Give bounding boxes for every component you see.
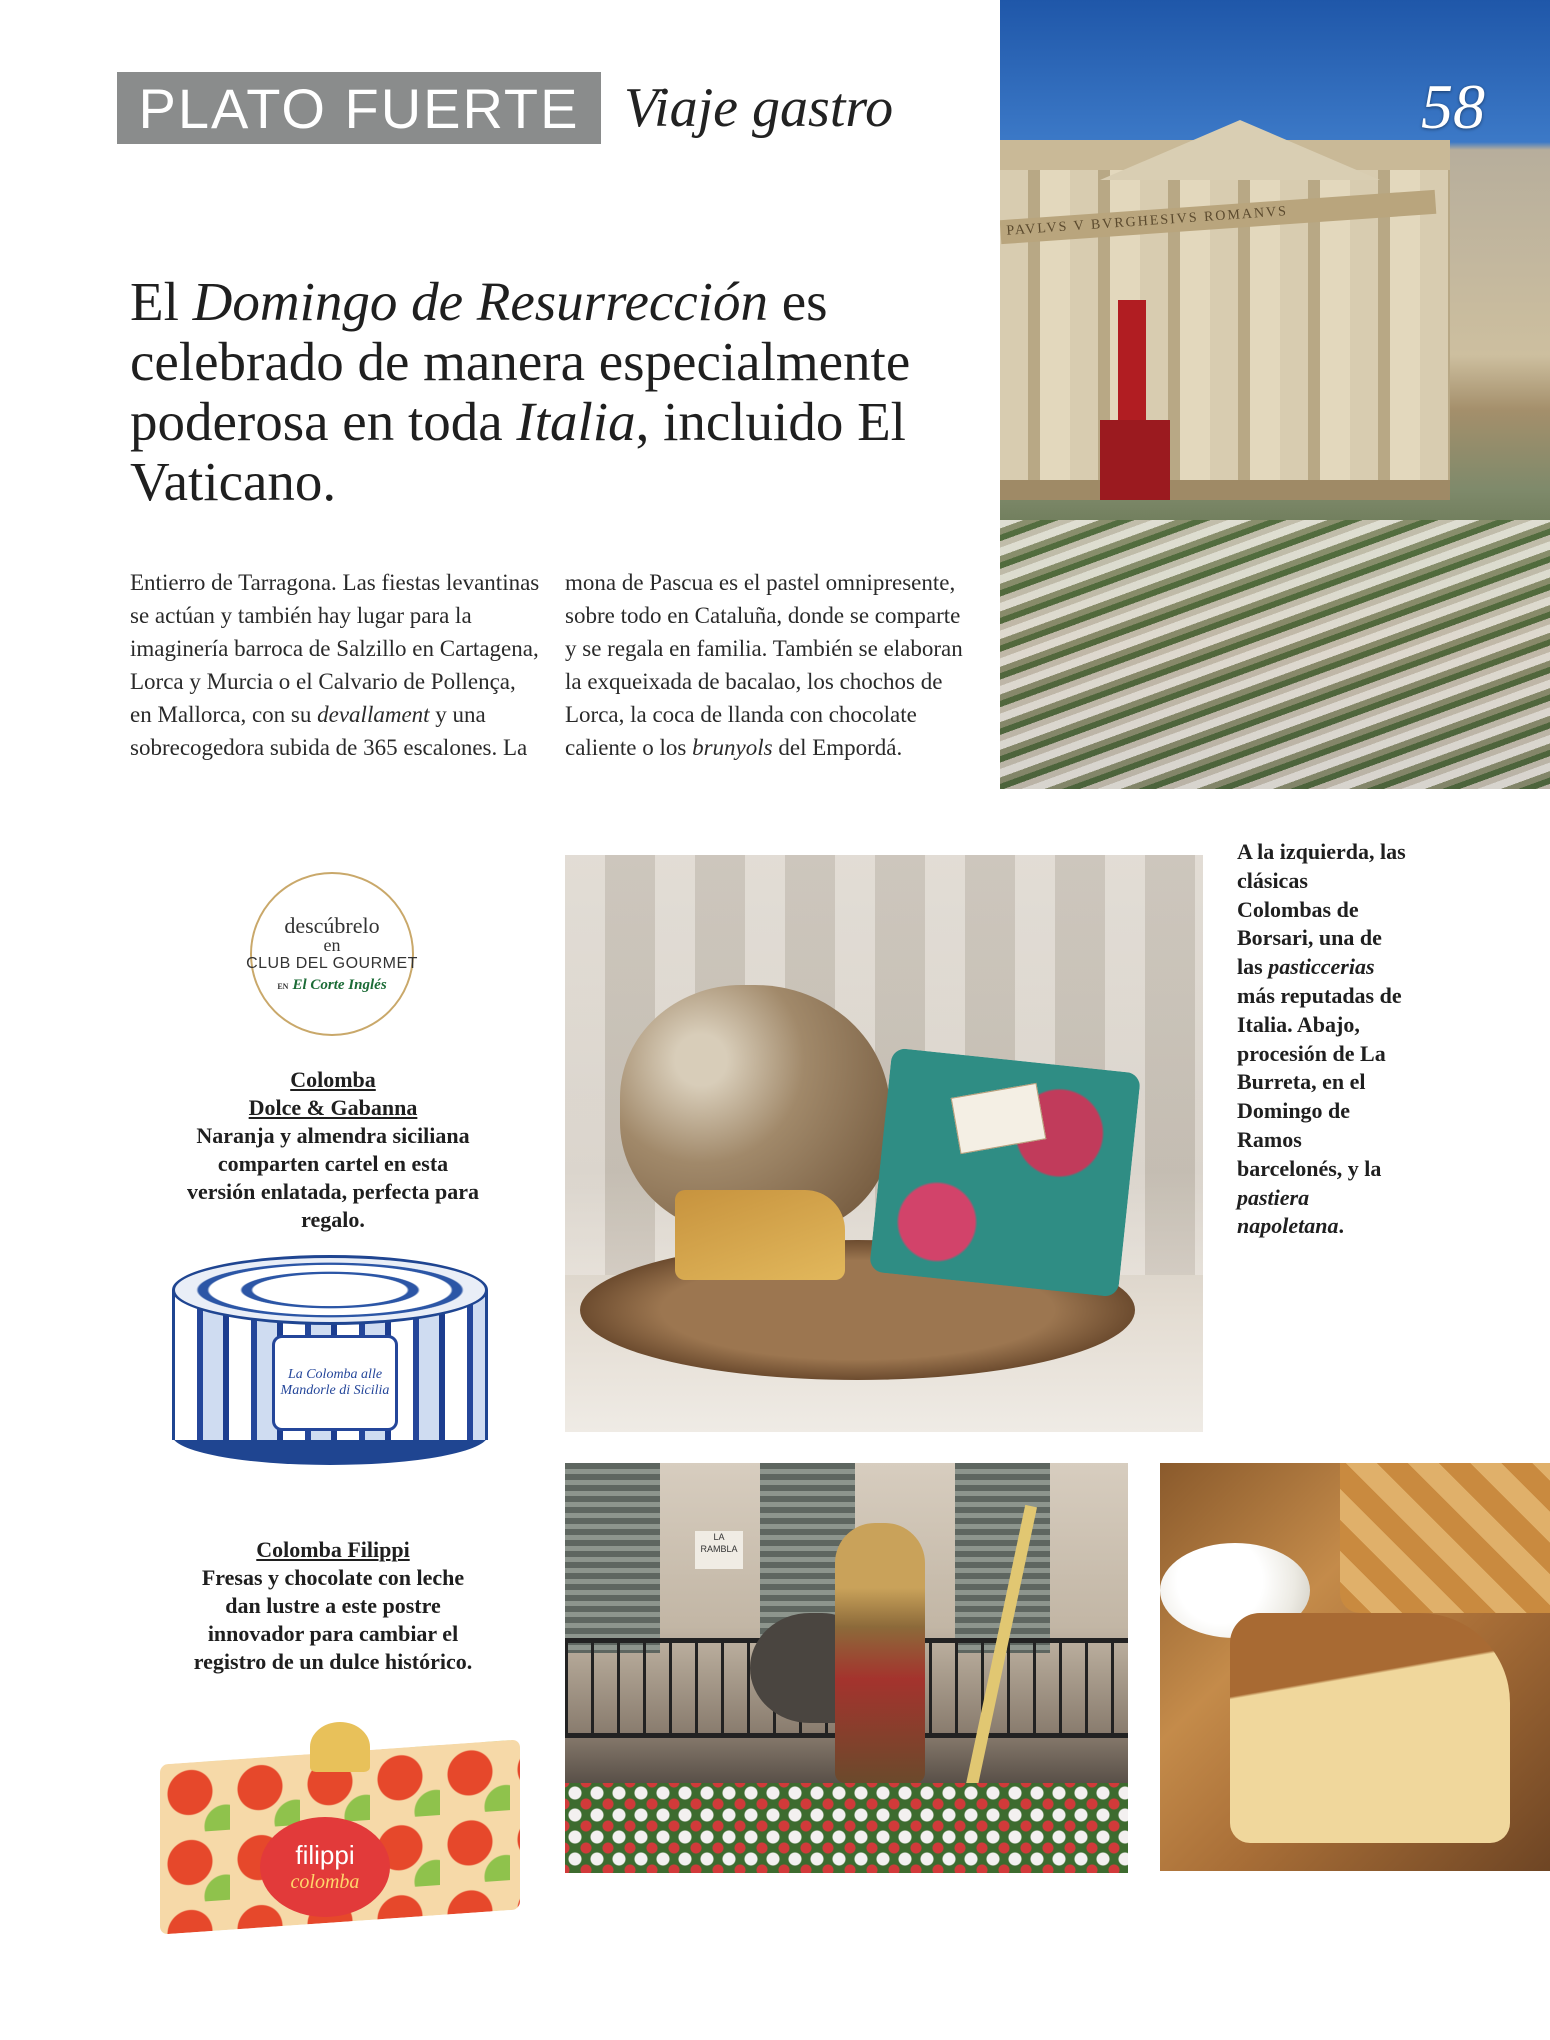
caption-text-a: A la izquierda, las clásicas Colombas de Borsari, una de las [1237, 839, 1406, 980]
col2-text-b: del Empordá. [772, 735, 903, 760]
pastiera-photo [1160, 1463, 1550, 1871]
square-crowd [1000, 520, 1550, 789]
window-shutter [565, 1463, 660, 1653]
dolce-gabbana-tin-image [172, 1255, 488, 1467]
caption-text-b: más reputadas de Italia. Abajo, procesión de La Burreta, en el Domingo de Ramos barcelonés, y la [1237, 982, 1402, 1181]
body-column-1 [130, 566, 540, 764]
headline-italic1: Domingo de Resurrección [192, 271, 768, 332]
product-name-line2: Dolce & Gabanna [248, 1095, 418, 1120]
jesus-statue [835, 1523, 925, 1783]
pastiera-slice [1230, 1613, 1510, 1843]
filippi-logo [260, 1817, 390, 1917]
product-name: Colomba [290, 1067, 376, 1092]
badge-line2: en [323, 934, 341, 955]
product-description: Fresas y chocolate con leche dan lustre a este postre innovador para cambiar el registro de un dulce histórico. [193, 1565, 473, 1674]
product-description: Naranja y almendra siciliana comparten cartel en esta versión enlatada, perfecta para regalo. [186, 1123, 480, 1232]
gift-bow [310, 1722, 370, 1772]
el-corte-ingles-logo [277, 977, 386, 994]
section-tag: PLATO FUERTE [117, 72, 601, 144]
tin-label: La Colomba alle Mandorle di Sicilia [272, 1335, 398, 1431]
headline-part2: es celebrado de manera especialmente poderosa en toda [130, 271, 911, 452]
headline [130, 272, 990, 512]
page-number: 58 [1421, 71, 1485, 142]
procession-photo [565, 1463, 1128, 1873]
body-column-2 [565, 566, 975, 764]
badge-line1: descúbrelo [284, 912, 380, 938]
headline-part1: El [130, 271, 193, 332]
badge-line4: El Corte Inglés [292, 976, 387, 993]
badge-line3: CLUB DEL GOURMET [246, 954, 418, 972]
street-sign: LA RAMBLA [695, 1531, 743, 1569]
section-subtitle: Viaje gastro [624, 77, 894, 139]
wrapped-colomba [869, 1048, 1141, 1298]
product-name: Colomba Filippi [256, 1537, 410, 1562]
basilica-pediment [1100, 120, 1380, 180]
filippi-brand: filippi [295, 1840, 355, 1870]
facade-inscription: PAVLVS V BVRGHESIVS ROMANVS [1000, 190, 1436, 244]
col2-italic: brunyols [692, 735, 773, 760]
red-door-drape [1100, 420, 1170, 500]
col1-text-b: y una sobrecogedora subida de 365 escalones. La [130, 702, 528, 760]
product-caption-colomba-dg [183, 1066, 483, 1234]
headline-italic2: Italia [516, 391, 636, 452]
club-del-gourmet-badge [246, 872, 418, 1036]
tin-lid [172, 1255, 488, 1325]
col1-italic: devallament [317, 702, 430, 727]
caption-italic1: pasticcerias [1268, 954, 1375, 980]
photo-caption [1237, 838, 1407, 1241]
flower-bed [565, 1783, 1128, 1873]
caption-text-c: . [1338, 1213, 1344, 1239]
filippi-box-image [160, 1722, 520, 1922]
col2-text-a: mona de Pascua es el pastel omnipresente, sobre todo en Cataluña, donde se comparte y se regala en familia. También se elaboran la exqueixada de bacalao, los chochos de Lorca, la coca de llanda con chocolate caliente o los [565, 570, 963, 760]
headline-part3: , incluido El Vaticano. [130, 391, 906, 512]
product-caption-colomba-filippi [183, 1536, 483, 1676]
colombas-borsari-photo [565, 855, 1203, 1432]
filippi-product: colomba [290, 1871, 360, 1893]
col1-text-a: Entierro de Tarragona. Las fiestas levantinas se actúan y también hay lugar para la imaginería barroca de Salzillo en Cartagena, Lorca y Murcia o el Calvario de Pollença, en Mallorca, con su [130, 570, 540, 727]
colomba-slice [675, 1190, 845, 1280]
pastiera-lattice [1340, 1463, 1550, 1613]
caption-italic2: pastiera napoletana [1237, 1184, 1339, 1239]
badge-en: EN [277, 981, 289, 991]
